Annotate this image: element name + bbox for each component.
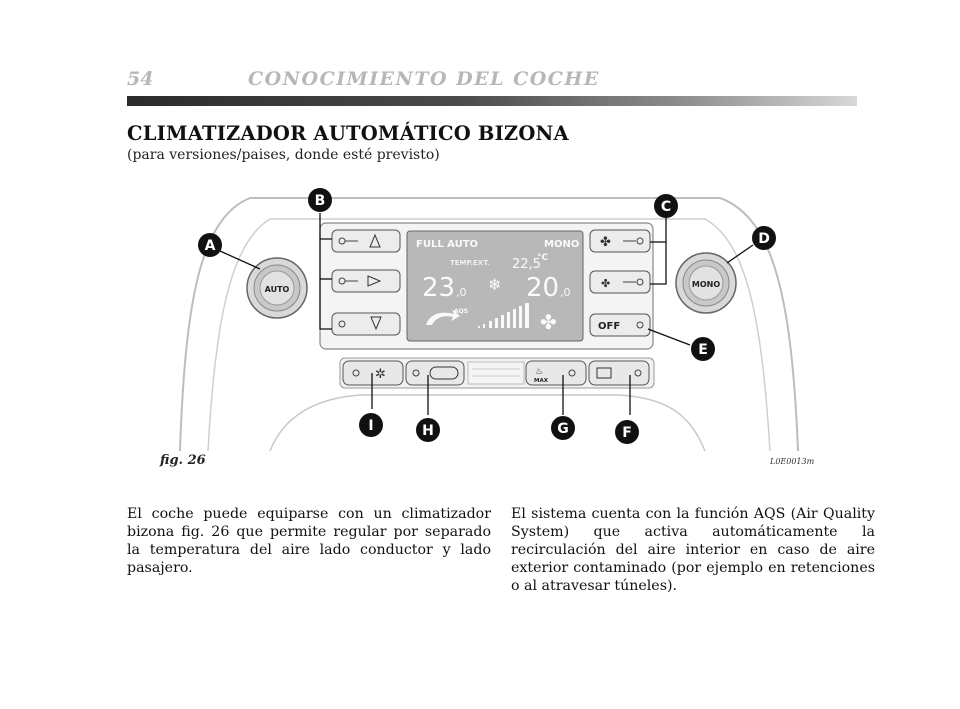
max-defrost-button: [526, 361, 586, 385]
fan-icon: ✤: [540, 310, 557, 334]
svg-text:OFF: OFF: [598, 321, 621, 332]
off-button: [590, 314, 650, 336]
fan-down-button: [590, 271, 650, 293]
svg-text:✤: ✤: [601, 277, 611, 290]
display-left-temp: 23: [422, 273, 456, 303]
paragraph-right: El sistema cuenta con la función AQS (Air Quality System) que activa automáticamente la recirculación del aire interior en caso de aire exterior contaminado (por ejemplo en retenciones o al atravesar túneles).: [511, 506, 875, 594]
svg-text:F: F: [622, 425, 632, 441]
section-title: CLIMATIZADOR AUTOMÁTICO BIZONA: [127, 122, 569, 145]
rear-defrost-button: [589, 361, 649, 385]
running-header: CONOCIMIENTO DEL COCHE: [248, 68, 600, 90]
svg-text:✤: ✤: [600, 235, 611, 250]
header-rule: [127, 96, 857, 106]
display-right-decimal: ,0: [560, 286, 571, 299]
svg-text:MAX: MAX: [534, 378, 548, 384]
svg-text:H: H: [422, 423, 434, 439]
dash-curve: [270, 395, 705, 451]
display-temp-ext-label: TEMP.EXT.: [450, 259, 490, 267]
ac-compressor-button: [343, 361, 403, 385]
svg-text:A: A: [204, 238, 216, 254]
mono-knob: [676, 253, 736, 313]
fan-up-button: [590, 230, 650, 252]
page-number: 54: [127, 68, 154, 90]
display-right-temp: 20: [526, 273, 560, 303]
svg-text:✲: ✲: [375, 367, 386, 382]
svg-text:E: E: [698, 342, 708, 358]
snowflake-icon: ❄: [488, 275, 502, 294]
svg-text:G: G: [557, 421, 569, 437]
display-left-decimal: ,0: [456, 286, 467, 299]
display-full-auto: FULL AUTO: [416, 239, 479, 250]
svg-text:D: D: [758, 231, 770, 247]
callout-a: [198, 233, 222, 257]
display-aqs: AQS: [454, 308, 469, 315]
display-temp-ext-value: 22,5: [512, 257, 541, 272]
figure-caption: fig. 26: [160, 453, 206, 468]
callout-h: [416, 418, 440, 442]
paragraph-left: El coche puede equiparse con un climatizador bizona fig. 26 que permite regular por separado la temperatura del aire lado conductor y lado pasajero.: [127, 506, 491, 576]
figure-code: L0E0013m: [770, 457, 815, 466]
temp-up-button: [332, 230, 400, 252]
callout-f: [615, 420, 639, 444]
display-mono: MONO: [544, 239, 580, 250]
svg-text:♨: ♨: [535, 367, 544, 377]
climate-control-figure: [160, 183, 815, 453]
svg-text:B: B: [314, 193, 326, 209]
recirculation-button: [406, 361, 464, 385]
svg-text:MONO: MONO: [691, 280, 721, 289]
callout-g: [551, 416, 575, 440]
display-temp-unit: °C: [537, 253, 549, 263]
callout-e: [691, 337, 715, 361]
temp-down-button: [332, 313, 400, 335]
svg-text:I: I: [368, 418, 374, 434]
callout-b: [308, 188, 332, 212]
svg-text:AUTO: AUTO: [264, 285, 290, 294]
callout-c: [654, 194, 678, 218]
callout-d: [752, 226, 776, 250]
section-subtitle: (para versiones/paises, donde esté previsto): [127, 147, 440, 163]
temp-right-button: [332, 270, 400, 292]
center-vent: [468, 362, 524, 384]
callout-i: [359, 413, 383, 437]
svg-text:C: C: [660, 199, 672, 215]
